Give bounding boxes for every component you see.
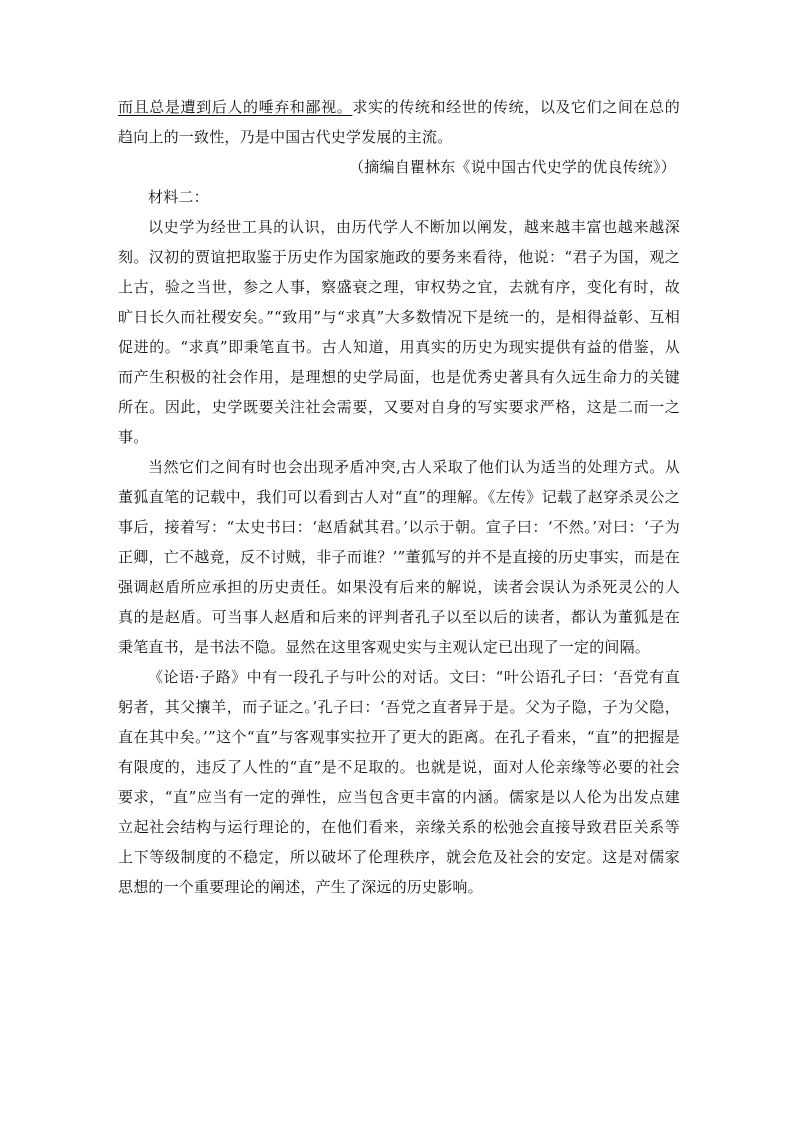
paragraph-2: 当然它们之间有时也会出现矛盾冲突,古人采取了他们认为适当的处理方式。从董狐直笔的记载中，我们可以看到古人对“直”的理解。《左传》记载了赵穿杀灵公之事后，接着写：“太史书曰：‘赵盾弑其君。’以示于朝。宣子曰：‘不然。’对曰：‘子为正卿，亡不越竟，反不讨贼，非子而谁？’”董狐写的并不是直接的历史事实，而是在强调赵盾所应承担的历史责任。如果没有后来的解说，读者会误认为杀死灵公的人真的是赵盾。可当事人赵盾和后来的评判者孔子以至以后的读者，都认为董狐是在秉笔直书，是书法不隐。显然在这里客观史实与主观认定已出现了一定的间隔。 <box>118 458 680 656</box>
material-one-tail <box>118 92 680 152</box>
paragraph-1: 以史学为经世工具的认识，由历代学人不断加以阐发，越来越丰富也越来越深刻。汉初的贾谊把取鉴于历史作为国家施政的要务来看待，他说：“君子为国，观之上古，验之当世，参之人事，察盛衰之理，审权势之宜，去就有序，变化有时，故旷日长久而社稷安矣。”“致用”与“求真”大多数情况下是统一的，是相得益彰、互相促进的。“求真”即秉笔直书。古人知道，用真实的历史为现实提供有益的借鉴，从而产生积极的社会作用，是理想的史学局面，也是优秀史著具有久远生命力的关键所在。因此，史学既要关注社会需要，又要对自身的写实要求严格，这是二而一之事。 <box>118 218 680 446</box>
underlined-sentence: 而且总是遭到后人的唾弃和鄙视。 <box>118 98 353 116</box>
paragraph-3: 《论语·子路》中有一段孔子与叶公的对话。文曰：“叶公语孔子曰：‘吾党有直躬者，其父攘羊，而子证之。’孔子曰：‘吾党之直者异于是。父为子隐，子为父隐，直在其中矣。’”这个“直”与客观事实拉开了更大的距离。在孔子看来，“直”的把握是有限度的，违反了人性的“直”是不足取的。也就是说，面对人伦亲缘等必要的社会要求，“直”应当有一定的弹性，应当包含更丰富的内涵。儒家是以人伦为出发点建立起社会结构与运行理论的，在他们看来，亲缘关系的松弛会直接导致君臣关系等上下等级制度的不稳定，所以破坏了伦理秩序，就会危及社会的安定。这是对儒家思想的一个重要理论的阐述，产生了深远的历史影响。 <box>118 668 680 896</box>
document-page <box>118 92 680 902</box>
material-two-heading: 材料二： <box>148 188 209 206</box>
source-citation: （摘编自瞿林东《说中国古代史学的优良传统》） <box>349 158 676 176</box>
material-one-conclusion: 求实的传统和经世的传统，以及它们之间在总的趋向上的一致性，乃是中国古代史学发展的主流。 <box>118 98 680 146</box>
